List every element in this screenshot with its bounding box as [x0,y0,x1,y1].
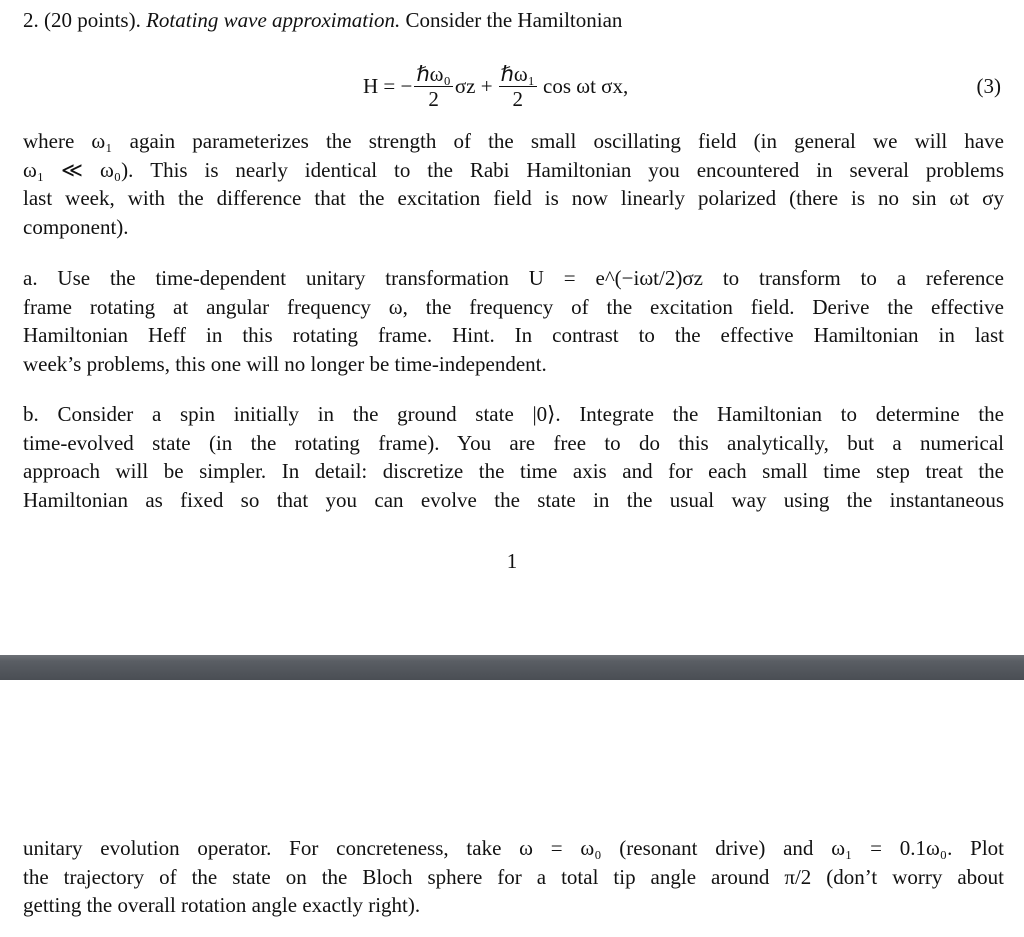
problem-points: (20 points). [44,8,141,32]
part-a-line: Hamiltonian Heff in this rotating frame. Hint. In contrast to the effective Hamiltonian in last [23,323,1004,348]
intro-line: last week, with the difference that the excitation field is now linearly polarized (there is no sin ωt σy [23,186,1004,211]
part-a-line: frame rotating at angular frequency ω, the frequency of the excitation field. Derive the effective [23,294,1004,319]
part-a-line: week’s problems, this one will no longer be time-independent. [23,351,547,376]
part-b-line: b. Consider a spin initially in the ground state |0⟩. Integrate the Hamiltonian to determine the [23,402,1004,426]
intro-line: component). [23,214,129,239]
intro-line: where ω₁ again parameterizes the strength of the small oscillating field (in general we will have [23,129,1004,153]
part-b-line: Hamiltonian as fixed so that you can evolve the state in the usual way using the instantaneous [23,487,1004,512]
eq-term1-operator: σz + [454,73,493,98]
part-a [23,264,1004,378]
problem-title: Rotating wave approximation. [146,8,401,32]
page-separator [0,655,1024,680]
eq-lhs: H = − [363,73,413,98]
page-number: 1 [506,549,518,573]
part-b-cont-line: unitary evolution operator. For concreteness, take ω = ω₀ (resonant drive) and ω₁ = 0.1ω₀. Plot [23,836,1004,860]
intro-line: ω₁ ≪ ω₀). This is nearly identical to the Rabi Hamiltonian you encountered in several problems [23,157,1004,182]
part-b-continued [23,834,1004,920]
part-b [23,400,1004,514]
eq-term2-operator: cos ωt σx, [543,73,629,98]
problem-number: 2. [23,8,39,32]
equation-number: (3) [976,74,1001,98]
part-b-cont-line: the trajectory of the state on the Bloch sphere for a total tip angle around π/2 (don’t worry about [23,864,1004,889]
part-a-line: a. Use the time-dependent unitary transformation U = e^(−iωt/2)σz to transform to a reference [23,266,1004,290]
part-b-line: time-evolved state (in the rotating frame). You are free to do this analytically, but a numerical [23,430,1004,455]
problem-intro: Consider the Hamiltonian [405,8,623,32]
eq-fraction-1: $\frac{\text{ℏω₀}}{2}$ [416,61,451,111]
paragraph-intro [23,127,1004,241]
eq-fraction-2: $\frac{\text{ℏω₁}}{2}$ [500,61,535,111]
part-b-line: approach will be simpler. In detail: discretize the time axis and for each small time step treat the [23,459,1004,484]
problem-heading [23,8,622,33]
part-b-cont-line: getting the overall rotation angle exactly right). [23,893,421,918]
page-2 [0,680,1024,937]
hamiltonian-equation [0,56,1024,116]
